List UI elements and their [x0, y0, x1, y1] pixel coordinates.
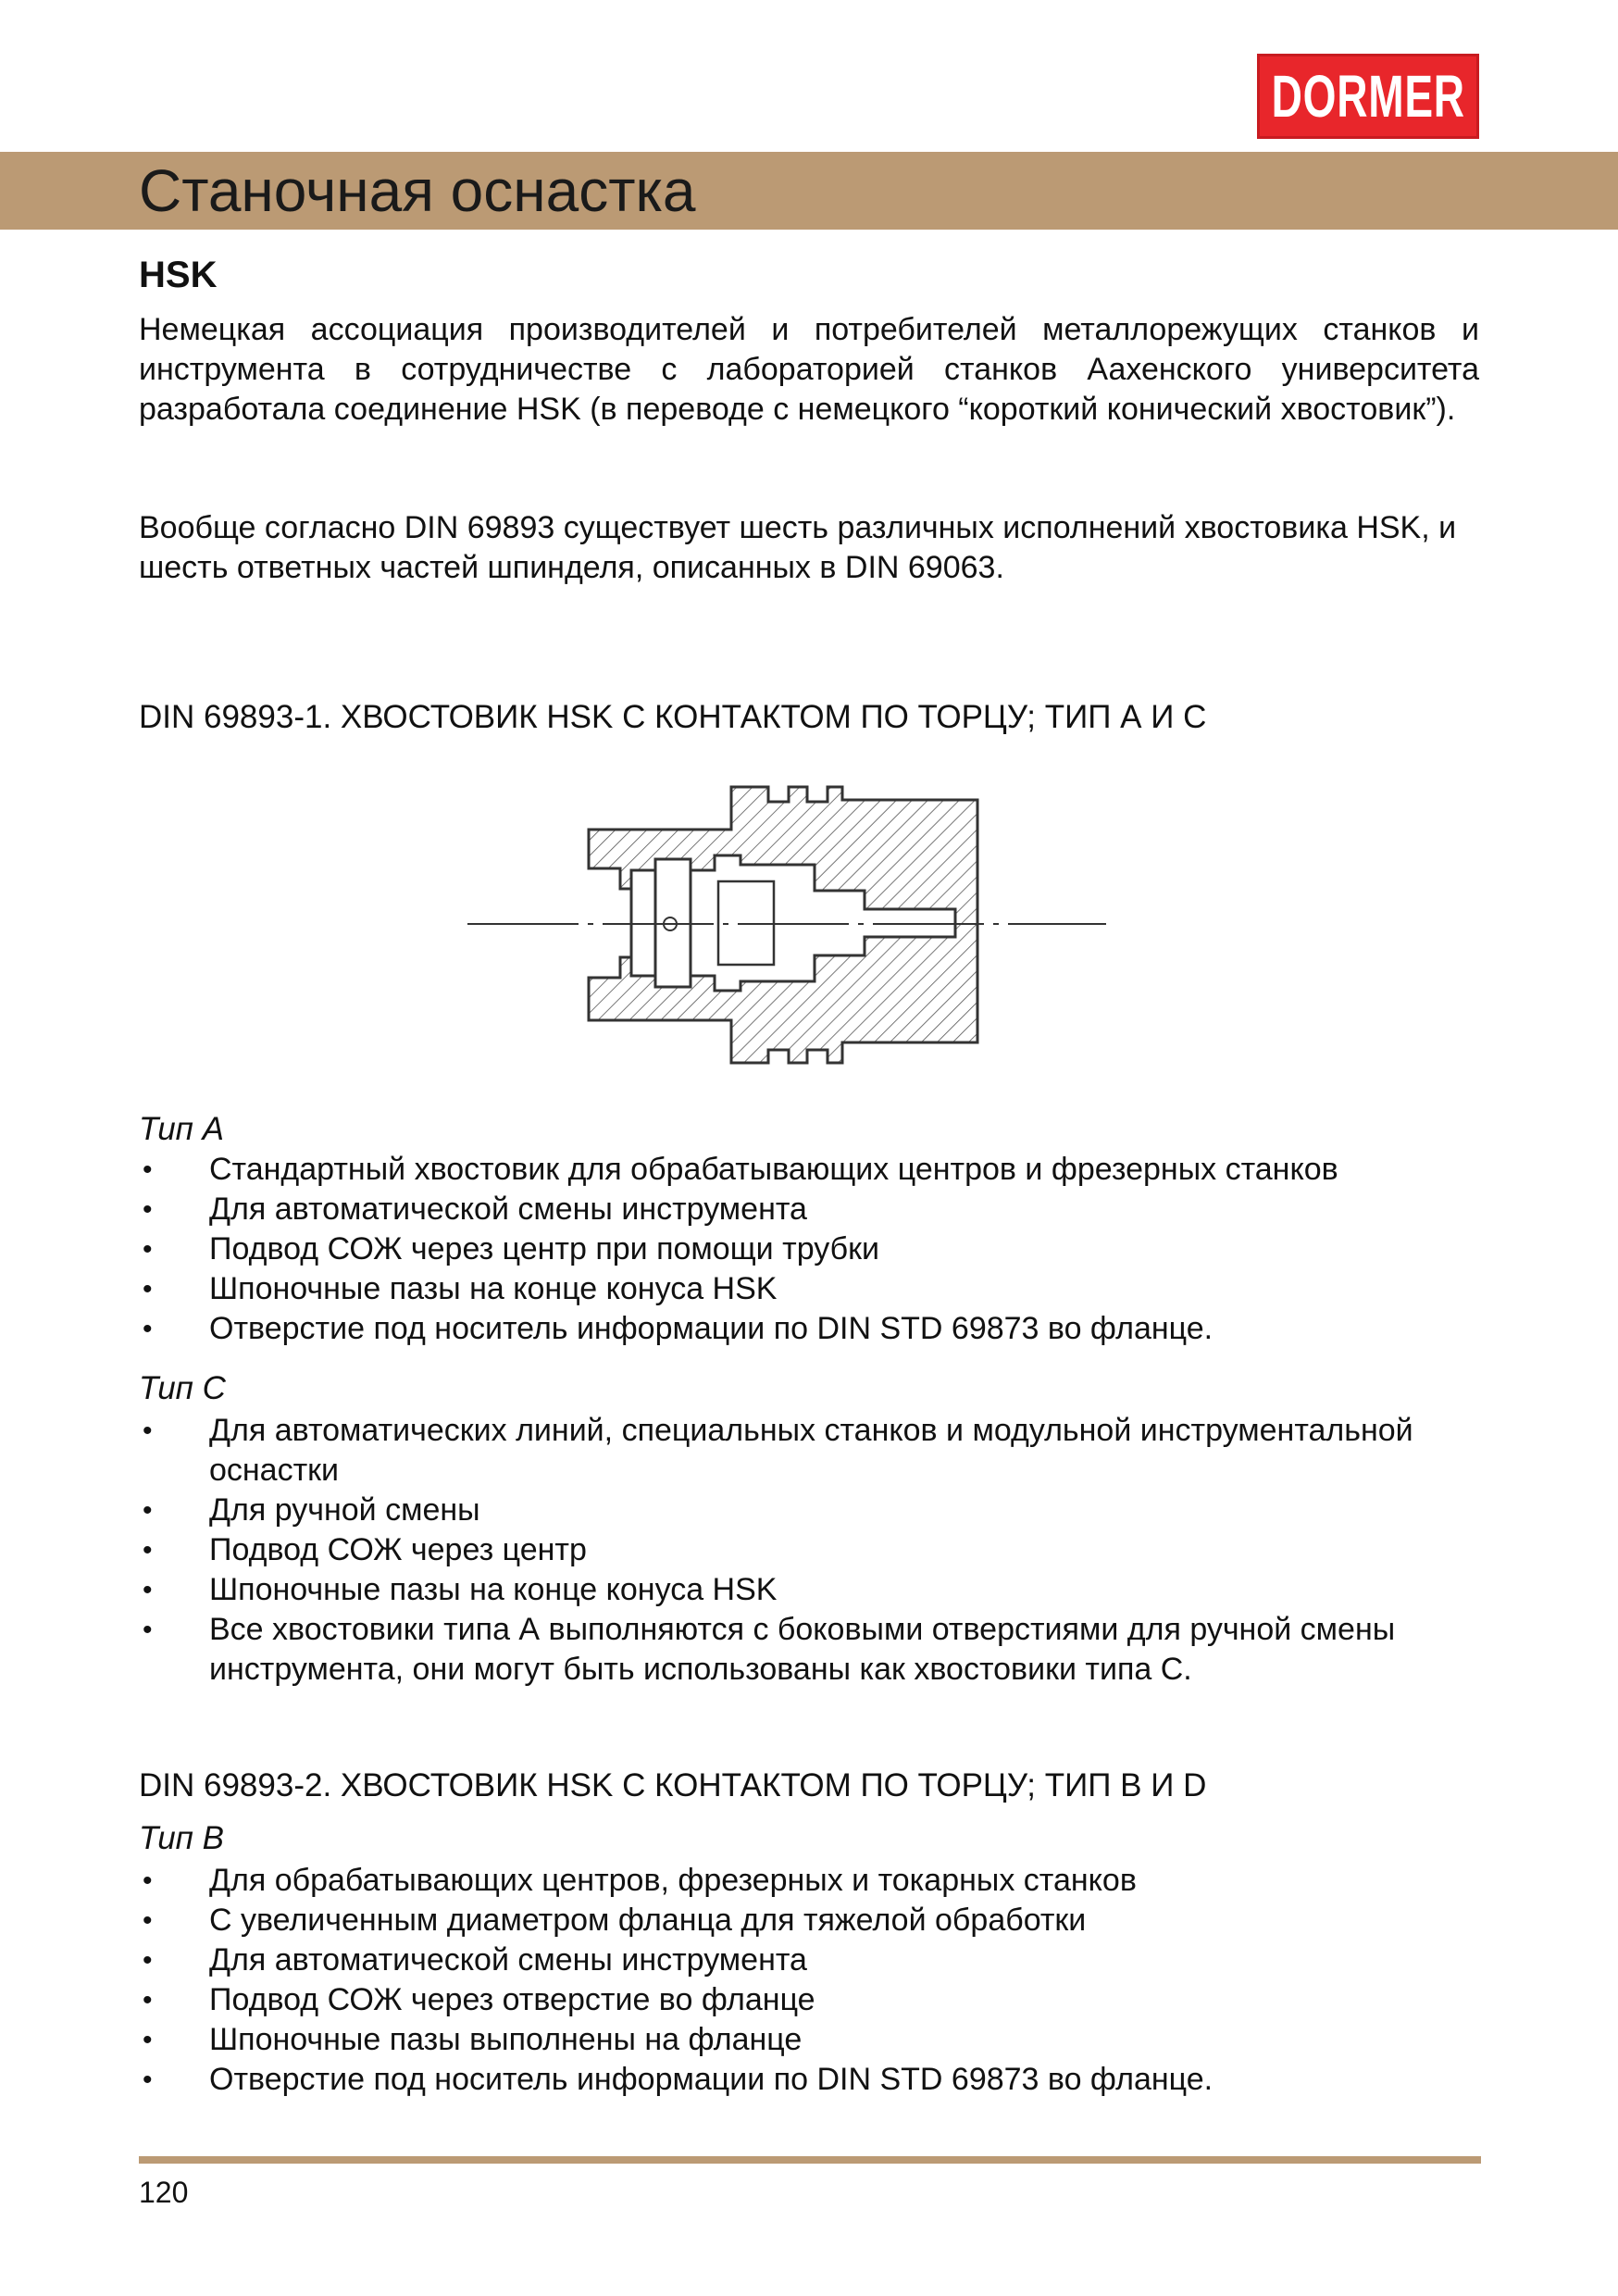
bullet: •: [143, 1194, 153, 1225]
list-item: • Стандартный хвостовик для обрабатывающих центров и фрезерных станков: [139, 1150, 1481, 1190]
bullet: •: [143, 2025, 153, 2055]
list-item: • Для ручной смены: [139, 1491, 1481, 1530]
intro-paragraph-2: Вообще согласно DIN 69893 существует шесть различных исполнений хвостовика HSK, и шесть ответных частей шпинделя, описанных в DIN 69063.: [139, 510, 1457, 585]
list-item: • Подвод СОЖ через центр при помощи трубки: [139, 1229, 1481, 1269]
list-item: • Подвод СОЖ через отверстие во фланце: [139, 1980, 1481, 2020]
bullet: •: [143, 1615, 153, 1645]
list-item: • С увеличенным диаметром фланца для тяжелой обработки: [139, 1901, 1481, 1940]
bullet: •: [143, 1866, 153, 1896]
hsk-shank-cross-section-diagram: [463, 778, 1111, 1083]
list-item: • Для автоматических линий, специальных станков и модульной инструментальной оснастки: [143, 1413, 1413, 1488]
type-c-label: Тип С: [139, 1370, 226, 1406]
bullet: •: [143, 1274, 153, 1304]
list-item: • Отверстие под носитель информации по DIN STD 69873 во фланце.: [139, 2060, 1481, 2100]
list-item: • Подвод СОЖ через центр: [139, 1530, 1481, 1570]
dormer-logo: [1257, 54, 1479, 139]
list-item: • Все хвостовики типа А выполняются с боковыми отверстиями для ручной смены инструмента, они могут быть использованы как хвостовики типа С.: [143, 1612, 1396, 1687]
bullet: •: [143, 1535, 153, 1566]
list-item: • Для автоматической смены инструмента: [139, 1190, 1481, 1229]
list-item: • Для автоматической смены инструмента: [139, 1940, 1481, 1980]
type-c-list: [139, 1411, 1481, 1690]
footer-rule: [139, 2156, 1481, 2164]
bullet: •: [143, 1905, 153, 1936]
list-item: • Шпоночные пазы на конце конуса HSK: [139, 1269, 1481, 1309]
type-a-label: Тип А: [139, 1111, 225, 1147]
bullet: •: [143, 1985, 153, 2015]
intro-paragraph-1: Немецкая ассоциация производителей и потребителей металлорежущих станков и инструмента в сотрудничестве с лабораторией станков Аахенского университета разработала соединение HSK (в переводе с немецкого “короткий конический хвостовик”).: [139, 312, 1479, 427]
din-69893-2-heading: DIN 69893-2. ХВОСТОВИК HSK С КОНТАКТОМ ПО ТОРЦУ; ТИП В И D: [139, 1767, 1207, 1803]
page-title: Станочная оснастка: [139, 157, 696, 224]
din-69893-1-heading: DIN 69893-1. ХВОСТОВИК HSK С КОНТАКТОМ ПО ТОРЦУ; ТИП А И С: [139, 699, 1207, 735]
bullet: •: [143, 1575, 153, 1605]
logo-text: DORMER: [1271, 63, 1465, 130]
list-item: • Шпоночные пазы на конце конуса HSK: [139, 1570, 1481, 1610]
bullet: •: [143, 1234, 153, 1265]
bullet: •: [143, 1416, 153, 1446]
type-a-list: [139, 1150, 1481, 1349]
type-b-label: Тип В: [139, 1820, 225, 1856]
section-heading-hsk: HSK: [139, 255, 218, 295]
bullet: •: [143, 1314, 153, 1344]
type-b-list: [139, 1861, 1481, 2100]
list-item: • Шпоночные пазы выполнены на фланце: [139, 2020, 1481, 2060]
bullet: •: [143, 1154, 153, 1185]
bullet: •: [143, 1945, 153, 1976]
list-item: • Для обрабатывающих центров, фрезерных и токарных станков: [139, 1861, 1481, 1901]
bullet: •: [143, 2065, 153, 2095]
page-number: 120: [139, 2176, 189, 2209]
bullet: •: [143, 1495, 153, 1526]
list-item: • Отверстие под носитель информации по DIN STD 69873 во фланце.: [139, 1309, 1481, 1349]
